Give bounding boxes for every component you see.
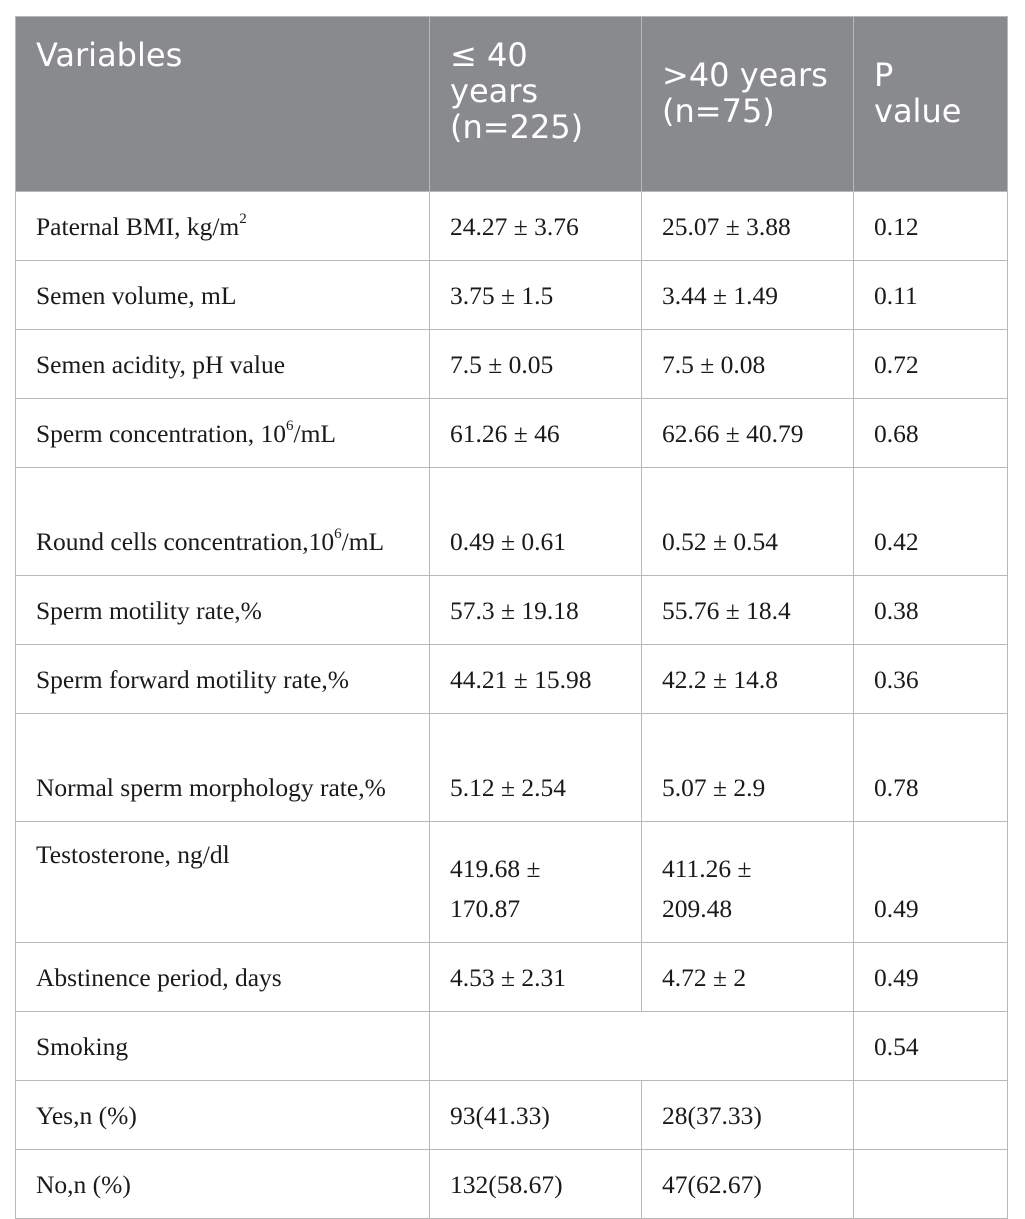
table-row xyxy=(16,468,1008,576)
table-row xyxy=(16,330,1008,399)
table-row xyxy=(16,576,1008,645)
cell-age-gt-40: 62.66 ± 40.79 xyxy=(642,399,854,468)
cell-age-gt-40: 47(62.67) xyxy=(642,1150,854,1219)
table-row xyxy=(16,1012,1008,1081)
cell-p-value: 0.11 xyxy=(854,261,1008,330)
cell-age-gt-40: 42.2 ± 14.8 xyxy=(642,645,854,714)
table-row xyxy=(16,943,1008,1012)
header-variables: Variables xyxy=(16,17,430,192)
characteristics-table xyxy=(15,16,1008,1219)
cell-p-value: 0.12 xyxy=(854,192,1008,261)
table-row xyxy=(16,1081,1008,1150)
cell-p-value xyxy=(854,1150,1008,1219)
cell-age-gt-40: 0.52 ± 0.54 xyxy=(642,468,854,576)
header-age-le-40: ≤ 40 years (n=225) xyxy=(430,17,642,192)
row-label: Sperm motility rate,% xyxy=(16,576,430,645)
cell-age-le-40: 61.26 ± 46 xyxy=(430,399,642,468)
cell-age-le-40: 5.12 ± 2.54 xyxy=(430,714,642,822)
row-label: Sperm concentration, $10^6/mL$ xyxy=(16,399,430,468)
cell-age-gt-40: 7.5 ± 0.08 xyxy=(642,330,854,399)
row-label: No,n (%) xyxy=(16,1150,430,1219)
cell-p-value xyxy=(854,1081,1008,1150)
row-label: Testosterone, ng/dl xyxy=(16,822,430,943)
cell-p-value: 0.49 xyxy=(854,822,1008,943)
header-p-value: P value xyxy=(854,17,1008,192)
cell-age-le-40: 93(41.33) xyxy=(430,1081,642,1150)
cell-age-le-40: 0.49 ± 0.61 xyxy=(430,468,642,576)
cell-p-value: 0.68 xyxy=(854,399,1008,468)
cell-age-le-40: 132(58.67) xyxy=(430,1150,642,1219)
cell-p-value: 0.49 xyxy=(854,943,1008,1012)
row-label: Semen acidity, pH value xyxy=(16,330,430,399)
cell-p-value: 0.38 xyxy=(854,576,1008,645)
table-row xyxy=(16,714,1008,822)
row-label: Abstinence period, days xyxy=(16,943,430,1012)
table-row xyxy=(16,1150,1008,1219)
cell-p-value: 0.36 xyxy=(854,645,1008,714)
cell-age-le-40: 44.21 ± 15.98 xyxy=(430,645,642,714)
cell-age-gt-40: 411.26 ± 209.48 xyxy=(642,822,854,943)
cell-age-le-40: 24.27 ± 3.76 xyxy=(430,192,642,261)
table-row xyxy=(16,822,1008,943)
cell-empty-span xyxy=(430,1012,854,1081)
cell-age-gt-40: 3.44 ± 1.49 xyxy=(642,261,854,330)
cell-p-value: 0.54 xyxy=(854,1012,1008,1081)
table-row xyxy=(16,261,1008,330)
row-label: Semen volume, mL xyxy=(16,261,430,330)
row-label: Yes,n (%) xyxy=(16,1081,430,1150)
cell-p-value: 0.72 xyxy=(854,330,1008,399)
cell-age-gt-40: 25.07 ± 3.88 xyxy=(642,192,854,261)
cell-age-gt-40: 4.72 ± 2 xyxy=(642,943,854,1012)
cell-age-le-40: 4.53 ± 2.31 xyxy=(430,943,642,1012)
cell-p-value: 0.78 xyxy=(854,714,1008,822)
row-label: Paternal BMI, $kg/m^2$ xyxy=(16,192,430,261)
table-row xyxy=(16,192,1008,261)
row-label: Normal sperm morphology rate,% xyxy=(16,714,430,822)
table-row xyxy=(16,399,1008,468)
cell-age-le-40: 7.5 ± 0.05 xyxy=(430,330,642,399)
row-label: Round cells $concentration,10^6/mL$ xyxy=(16,468,430,576)
table-row xyxy=(16,645,1008,714)
cell-age-gt-40: 55.76 ± 18.4 xyxy=(642,576,854,645)
row-label: Sperm forward motility rate,% xyxy=(16,645,430,714)
cell-age-le-40: 419.68 ± 170.87 xyxy=(430,822,642,943)
cell-age-le-40: 3.75 ± 1.5 xyxy=(430,261,642,330)
cell-p-value: 0.42 xyxy=(854,468,1008,576)
cell-age-gt-40: 5.07 ± 2.9 xyxy=(642,714,854,822)
header-age-gt-40: >40 years (n=75) xyxy=(642,17,854,192)
cell-age-gt-40: 28(37.33) xyxy=(642,1081,854,1150)
header-row xyxy=(16,17,1008,192)
row-label: Smoking xyxy=(16,1012,430,1081)
cell-age-le-40: 57.3 ± 19.18 xyxy=(430,576,642,645)
